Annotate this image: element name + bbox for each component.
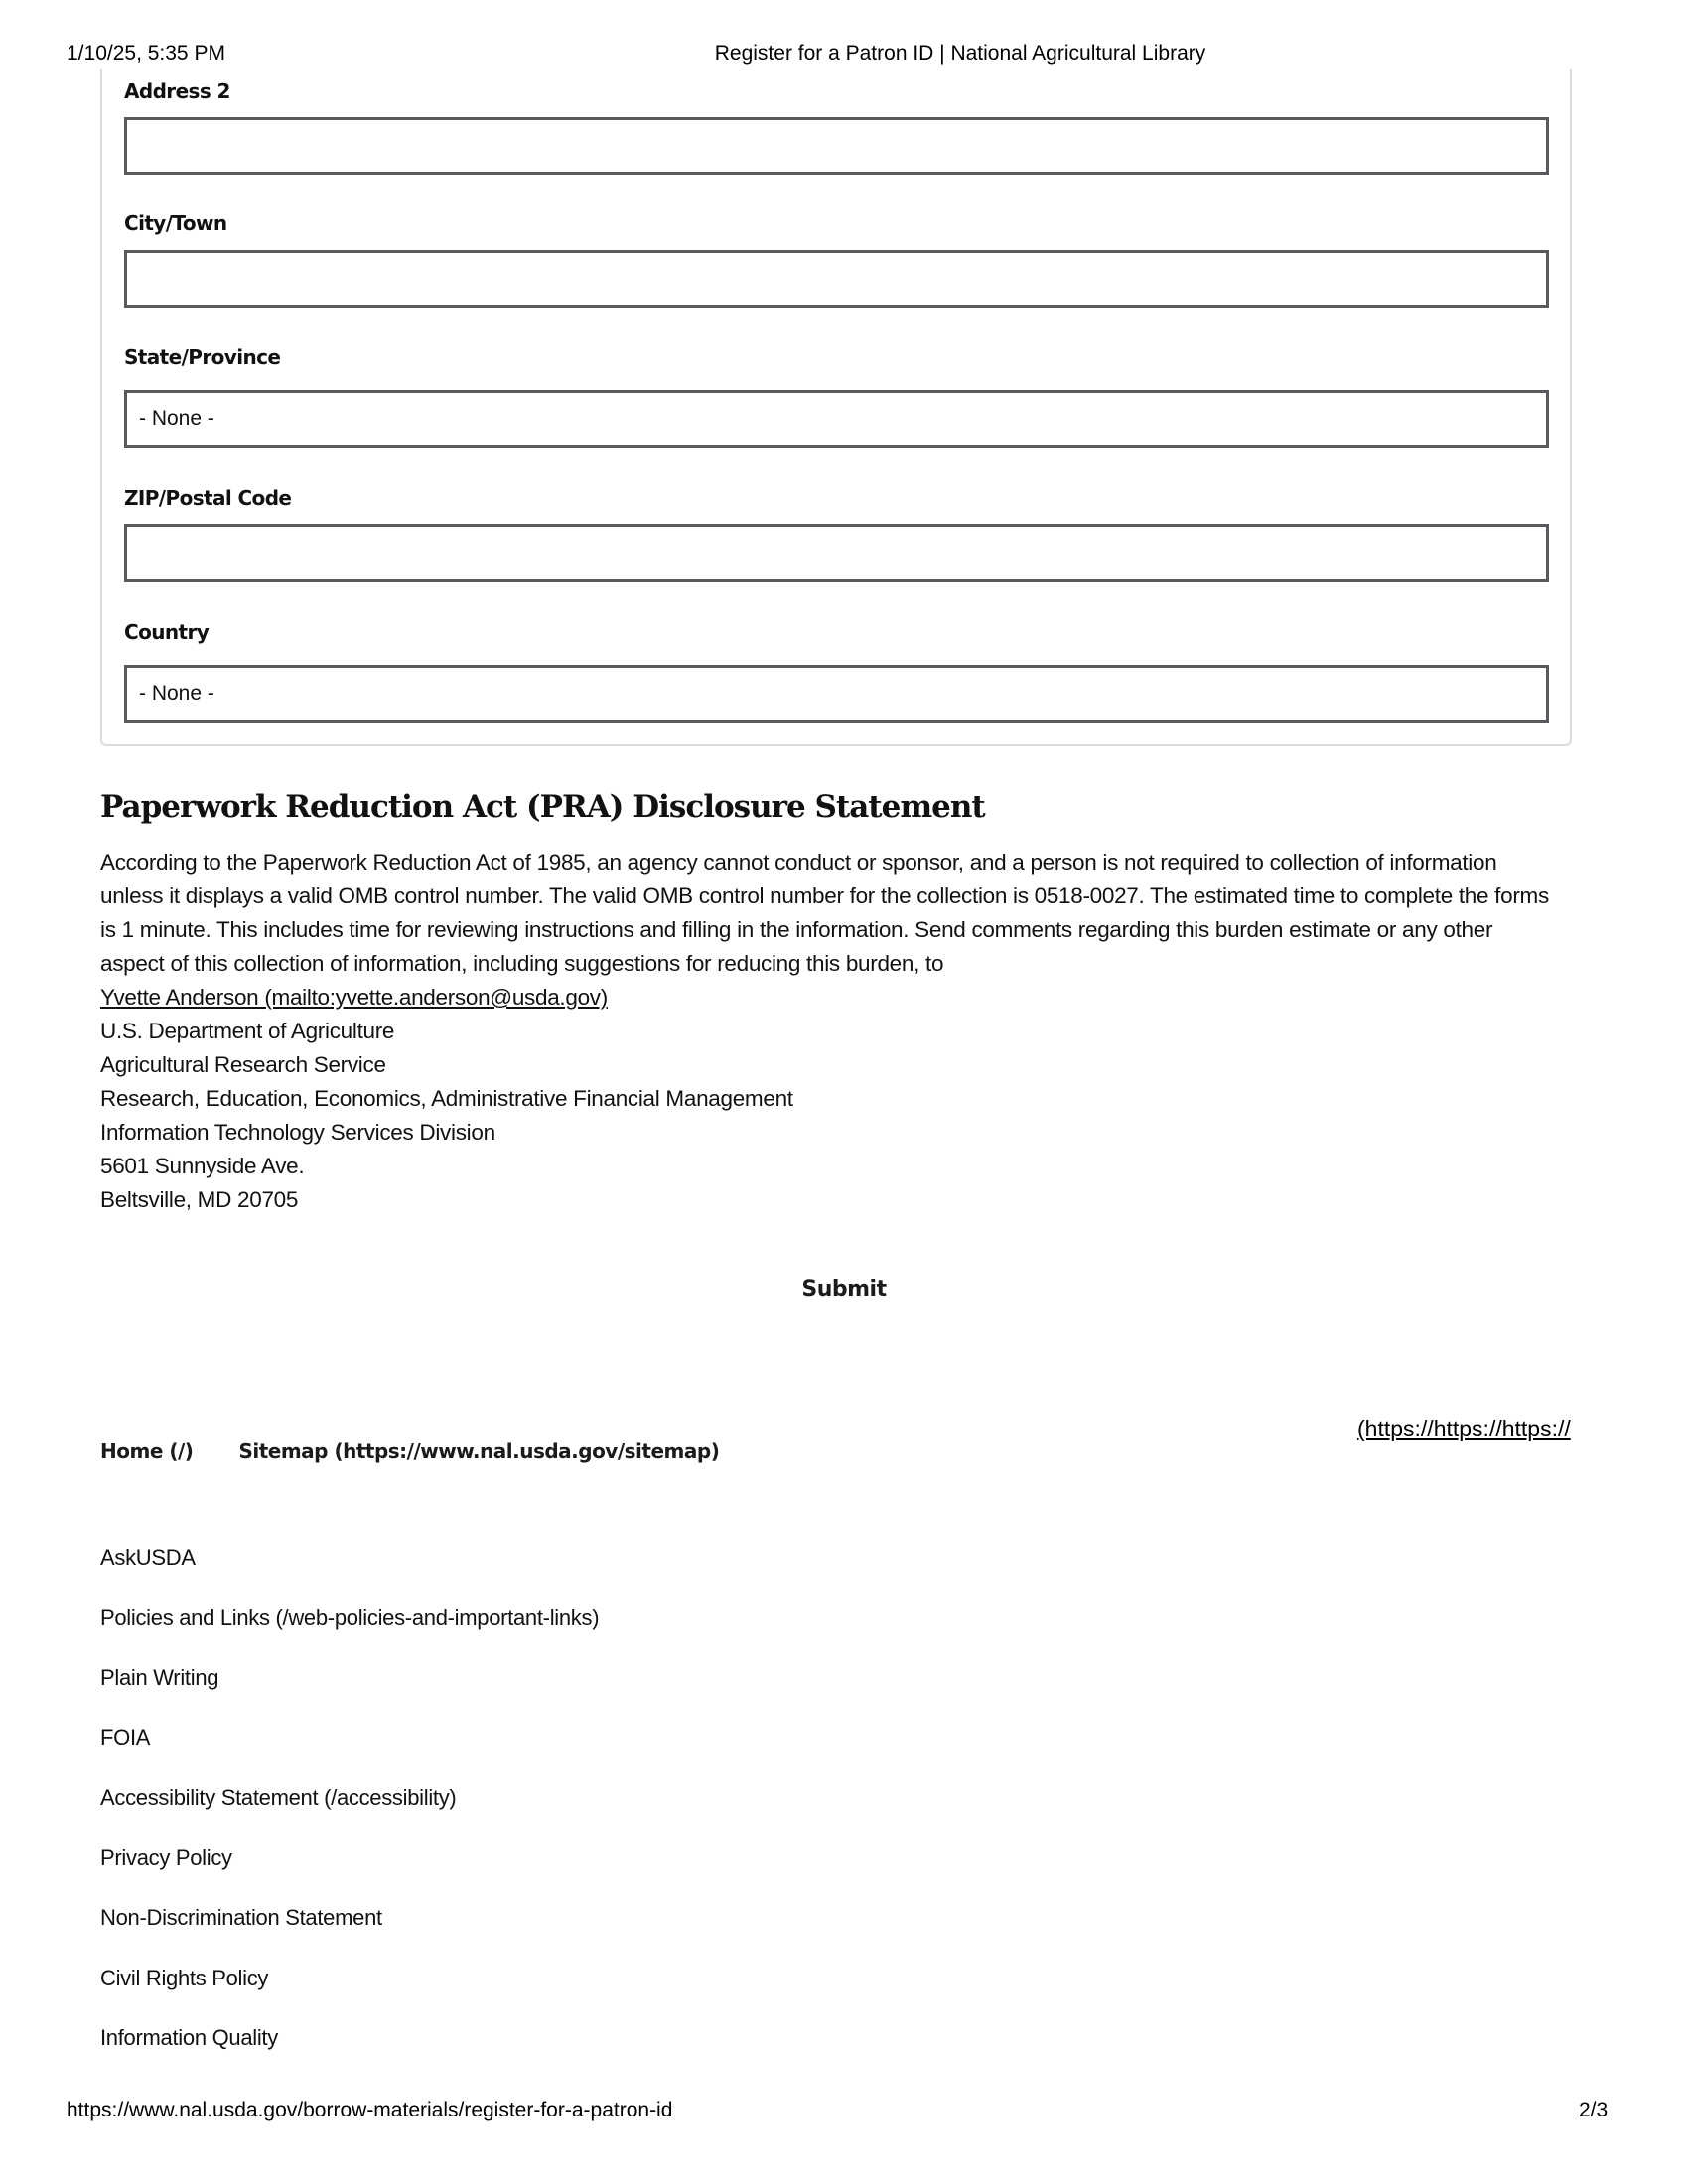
zip-input[interactable]: [124, 524, 1549, 582]
country-select[interactable]: - None -: [124, 665, 1549, 723]
pra-statement: [100, 846, 1590, 1217]
print-datetime: 1/10/25, 5:35 PM: [67, 42, 225, 65]
pra-heading: Paperwork Reduction Act (PRA) Disclosure Statement: [100, 789, 985, 825]
footer-nav-sitemap[interactable]: Sitemap (https://www.nal.usda.gov/sitemap): [238, 1439, 720, 1463]
state-select[interactable]: - None -: [124, 390, 1549, 448]
city-input[interactable]: [124, 250, 1549, 308]
footer-link-askusda[interactable]: AskUSDA: [100, 1545, 196, 1570]
footer-link-information-quality[interactable]: Information Quality: [100, 2025, 278, 2050]
pra-paragraph: According to the Paperwork Reduction Act of 1985, an agency cannot conduct or sponsor, and a person is not required to collection of information unless it displays a valid OMB control number. The valid OMB control number for the collection is 0518-0027. The estimated time to complete the forms is 1 minute. This includes time for reviewing instructions and filling in the information. Send comments regarding this burden estimate or any other aspect of this collection of information, including suggestions for reducing this burden, to: [100, 850, 1549, 976]
address-line: 5601 Sunnyside Ave.: [100, 1154, 305, 1178]
footer-link-civil-rights[interactable]: Civil Rights Policy: [100, 1965, 269, 1990]
submit-row: [0, 1277, 1688, 1301]
footer-links: [100, 1545, 599, 2086]
submit-button[interactable]: Submit: [801, 1277, 887, 1301]
state-label: State/Province: [124, 345, 281, 369]
print-page-title: Register for a Patron ID | National Agricultural Library: [714, 42, 1206, 65]
address-line: U.S. Department of Agriculture: [100, 1019, 395, 1043]
address-line: Agricultural Research Service: [100, 1052, 386, 1077]
address2-label: Address 2: [124, 79, 230, 103]
zip-label: ZIP/Postal Code: [124, 486, 292, 510]
address-line: Information Technology Services Division: [100, 1120, 495, 1145]
print-url: https://www.nal.usda.gov/borrow-materials/register-for-a-patron-id: [67, 2099, 673, 2121]
footer-nav: [100, 1439, 719, 1463]
footer-link-privacy[interactable]: Privacy Policy: [100, 1844, 232, 1870]
social-links-overlap[interactable]: (https://https://https://: [1357, 1416, 1571, 1441]
footer-link-non-discrimination[interactable]: Non-Discrimination Statement: [100, 1905, 382, 1930]
address2-input[interactable]: [124, 117, 1549, 175]
city-label: City/Town: [124, 211, 227, 235]
footer-nav-home[interactable]: Home (/): [100, 1439, 194, 1463]
footer-link-foia[interactable]: FOIA: [100, 1724, 151, 1750]
footer-link-policies[interactable]: Policies and Links (/web-policies-and-important-links): [100, 1604, 600, 1630]
address-line: Research, Education, Economics, Administrative Financial Management: [100, 1086, 793, 1111]
footer-link-accessibility[interactable]: Accessibility Statement (/accessibility): [100, 1785, 457, 1810]
country-label: Country: [124, 620, 210, 644]
print-page-number: 2/3: [1579, 2099, 1609, 2121]
footer-link-plain-writing[interactable]: Plain Writing: [100, 1665, 219, 1690]
address-line: Beltsville, MD 20705: [100, 1187, 299, 1212]
contact-email-link[interactable]: Yvette Anderson (mailto:yvette.anderson@usda.gov): [100, 985, 608, 1010]
